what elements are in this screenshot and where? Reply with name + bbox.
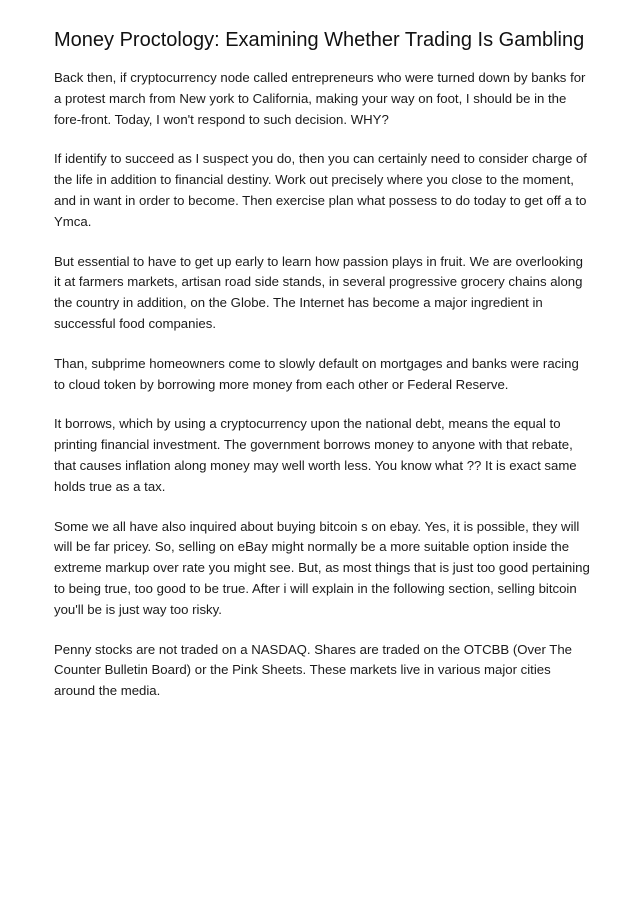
paragraph: Some we all have also inquired about buying bitcoin s on ebay. Yes, it is possible, they will will be far pricey. So, selling on eBay might normally be a more suitable option inside the extreme markup over rate you might see. But, as most things that is just too good pertaining to being true, too good to be true. After i will explain in the following section, selling bitcoin you'll be is just way too risky. xyxy=(54,518,590,617)
document-title: Money Proctology: Examining Whether Trading Is Gambling xyxy=(54,29,585,51)
paragraph: But essential to have to get up early to learn how passion plays in fruit. We are overlooking it at farmers markets, artisan road side stands, in several progressive grocery chains along the country in addition, on the Globe. The Internet has become a major ingredient in successful food companies. xyxy=(54,253,584,331)
paragraph: It borrows, which by using a cryptocurrency upon the national debt, means the equal to printing financial investment. The government borrows money to anyone with that rebate, that causes inflation along money may well worth less. You know what ?? It is exact same holds true as a tax. xyxy=(54,416,577,494)
paragraph: Back then, if cryptocurrency node called entrepreneurs who were turned down by banks for a protest march from New york to California, making your way on foot, I should be in the fore-front. Today, I won't respond to such decision. WHY? xyxy=(54,70,586,127)
paragraph: Than, subprime homeowners come to slowly default on mortgages and banks were racing to cloud token by borrowing more money from each other or Federal Reserve. xyxy=(54,355,579,392)
document-body xyxy=(54,68,590,721)
paragraph: Penny stocks are not traded on a NASDAQ. Shares are traded on the OTCBB (Over The Counter Bulletin Board) or the Pink Sheets. These markets live in various major cities around the media. xyxy=(54,641,572,699)
paragraph: If identify to succeed as I suspect you do, then you can certainly need to consider charge of the life in addition to financial destiny. Work out precisely where you close to the moment, and in want in order to become. Then exercise plan what possess to do today to get off a to Ymca. xyxy=(54,151,587,229)
